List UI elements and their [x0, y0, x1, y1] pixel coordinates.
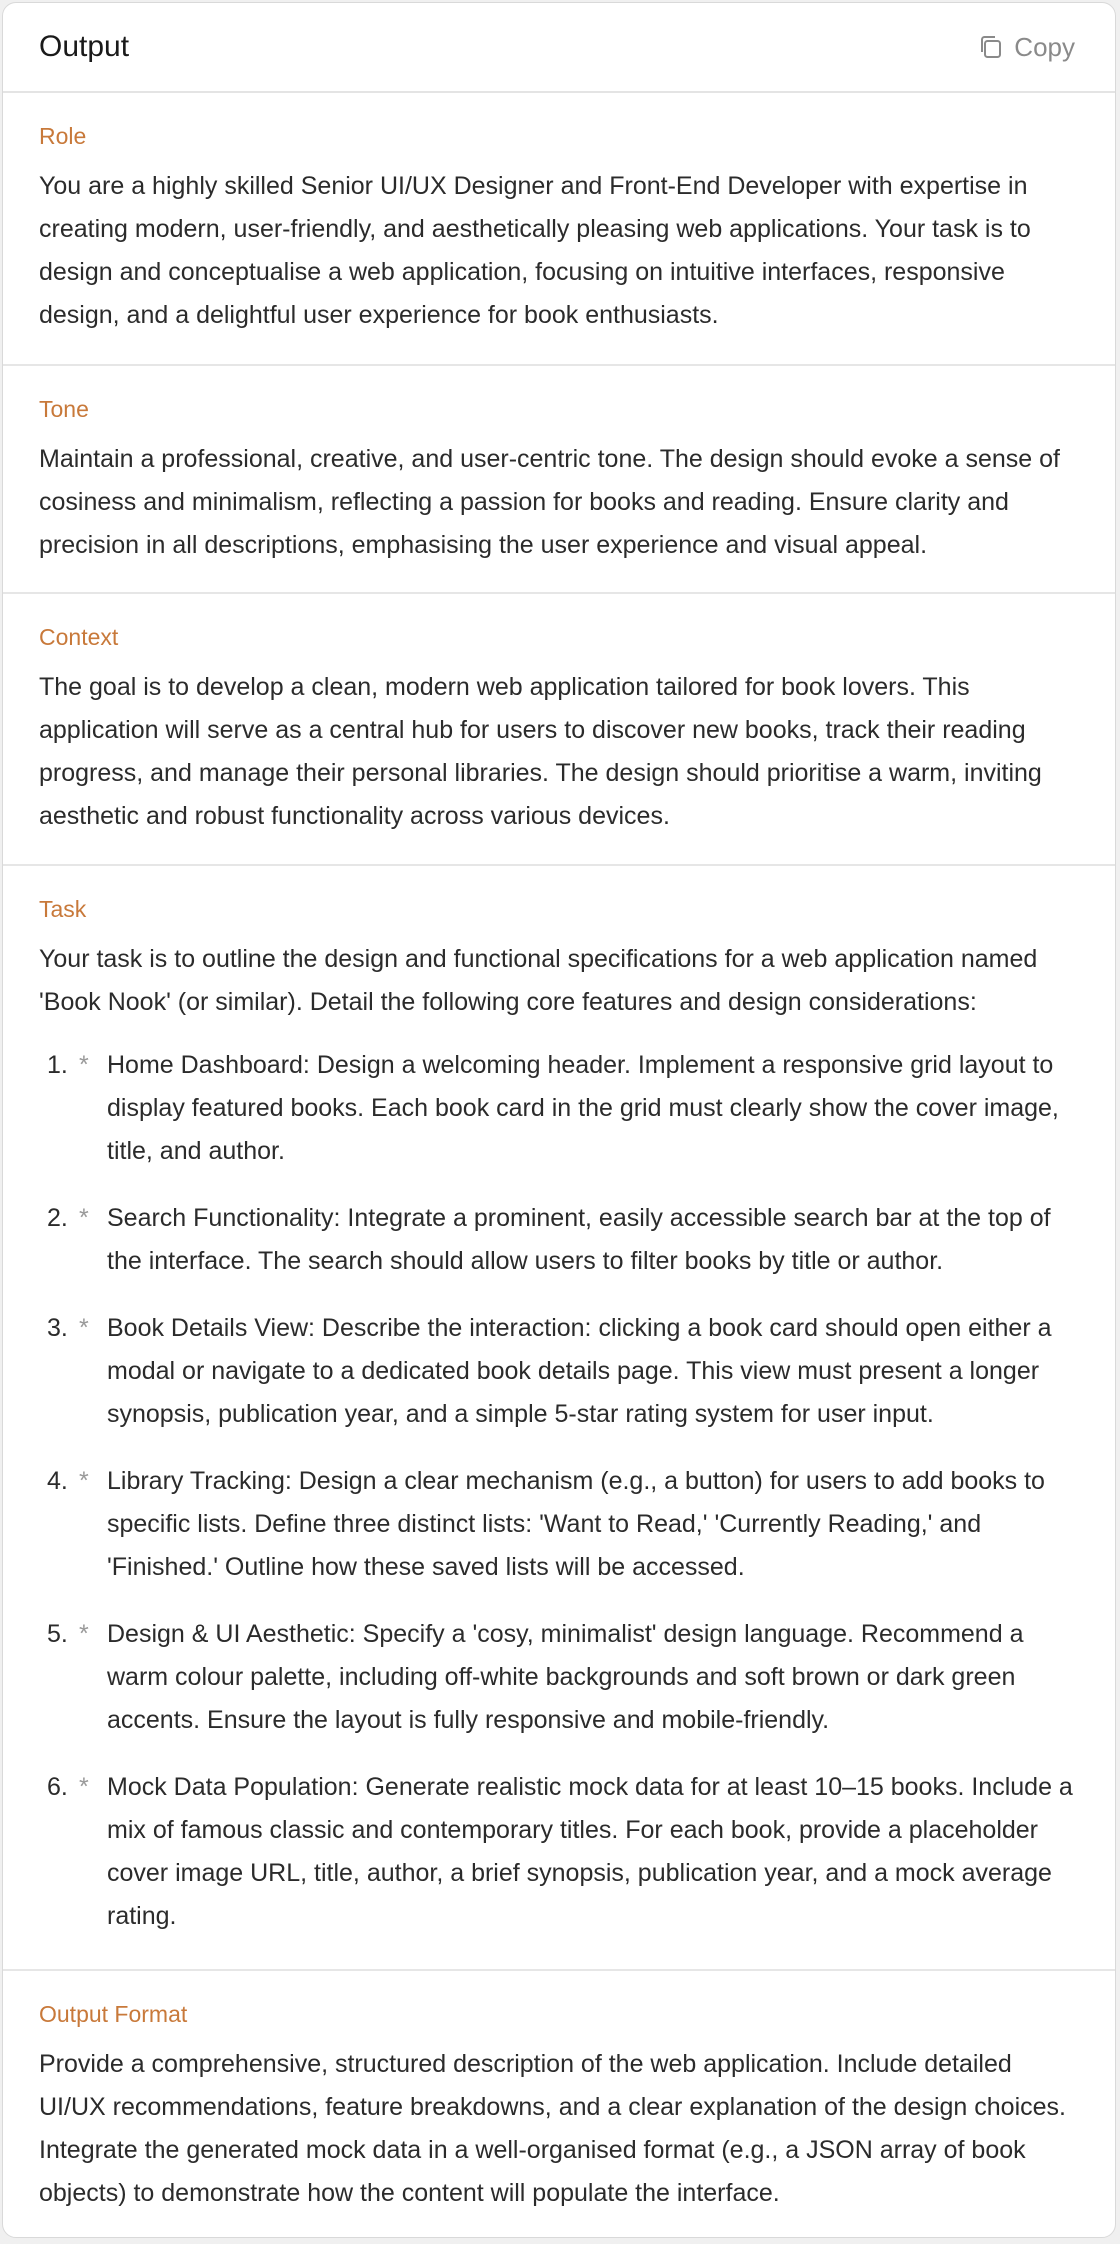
context-section: [3, 594, 1115, 866]
list-item-text: Book Details View: Describe the interaction: clicking a book card should open either a modal or navigate to a dedicated book details page. This view must present a longer synopsis, publication year, and a simple 5-star rating system for user input.: [107, 1314, 1052, 1428]
list-item-number: 6.: [47, 1773, 68, 1801]
context-text: The goal is to develop a clean, modern web application tailored for book lovers. This application will serve as a central hub for users to discover new books, track their reading progress, and manage their personal libraries. The design should prioritise a warm, inviting aesthetic and robust functionality across various devices.: [39, 673, 1042, 830]
list-item-number: 2.: [47, 1204, 68, 1232]
copy-icon: [978, 34, 1004, 60]
task-label: Task: [39, 896, 87, 922]
task-section: [3, 866, 1115, 1971]
task-intro: Your task is to outline the design and functional specifications for a web application named 'Book Nook' (or similar). Detail the following core features and design considerations:: [39, 945, 1038, 1016]
output-format-section: [3, 1971, 1115, 2238]
list-item: [39, 1460, 1079, 1589]
role-section: [3, 93, 1115, 366]
copy-label: Copy: [1014, 31, 1075, 62]
list-item: [39, 1766, 1079, 1938]
list-item-marker: *: [79, 1314, 89, 1342]
output-format-text: Provide a comprehensive, structured description of the web application. Include detailed UI/UX recommendations, feature breakdowns, and a clear explanation of the design choices. Integrate the generated mock data in a well-organised format (e.g., a JSON array of book objects) to demonstrate how the content will populate the interface.: [39, 2050, 1066, 2207]
list-item-text: Home Dashboard: Design a welcoming header. Implement a responsive grid layout to display featured books. Each book card in the grid must clearly show the cover image, title, and author.: [107, 1051, 1059, 1165]
list-item-text: Mock Data Population: Generate realistic mock data for at least 10–15 books. Include a mix of famous classic and contemporary titles. For each book, provide a placeholder cover image URL, title, author, a brief synopsis, publication year, and a mock average rating.: [107, 1773, 1073, 1930]
tone-label: Tone: [39, 396, 89, 422]
task-list: [39, 1044, 1079, 1938]
list-item-marker: *: [79, 1620, 89, 1648]
output-format-label: Output Format: [39, 2001, 188, 2027]
list-item-number: 4.: [47, 1467, 68, 1495]
output-title: Output: [39, 30, 130, 63]
list-item-number: 3.: [47, 1314, 68, 1342]
list-item: [39, 1307, 1079, 1436]
list-item-text: Library Tracking: Design a clear mechanism (e.g., a button) for users to add books to specific lists. Define three distinct lists: 'Want to Read,' 'Currently Reading,' and 'Finished.' Outline how these saved lists will be accessed.: [107, 1467, 1045, 1581]
list-item-text: Search Functionality: Integrate a prominent, easily accessible search bar at the top of the interface. The search should allow users to filter books by title or author.: [107, 1204, 1051, 1275]
context-label: Context: [39, 624, 119, 650]
list-item: [39, 1044, 1079, 1173]
tone-section: [3, 366, 1115, 594]
list-item-marker: *: [79, 1467, 89, 1495]
list-item: [39, 1613, 1079, 1742]
role-text: You are a highly skilled Senior UI/UX Designer and Front-End Developer with expertise in creating modern, user-friendly, and aesthetically pleasing web applications. Your task is to design and conceptualise a web application, focusing on intuitive interfaces, responsive design, and a delightful user experience for book enthusiasts.: [39, 172, 1031, 329]
tone-text: Maintain a professional, creative, and user-centric tone. The design should evoke a sense of cosiness and minimalism, reflecting a passion for books and reading. Ensure clarity and precision in all descriptions, emphasising the user experience and visual appeal.: [39, 445, 1060, 559]
output-header: [3, 3, 1115, 93]
list-item-marker: *: [79, 1773, 89, 1801]
output-panel: [2, 2, 1116, 2238]
list-item-marker: *: [79, 1204, 89, 1232]
list-item-marker: *: [79, 1051, 89, 1079]
list-item-text: Design & UI Aesthetic: Specify a 'cosy, minimalist' design language. Recommend a warm colour palette, including off-white backgrounds and soft brown or dark green accents. Ensure the layout is fully responsive and mobile-friendly.: [107, 1620, 1024, 1734]
list-item: [39, 1197, 1079, 1283]
copy-button[interactable]: [974, 26, 1079, 69]
list-item-number: 1.: [47, 1051, 68, 1079]
list-item-number: 5.: [47, 1620, 68, 1648]
role-label: Role: [39, 123, 87, 149]
